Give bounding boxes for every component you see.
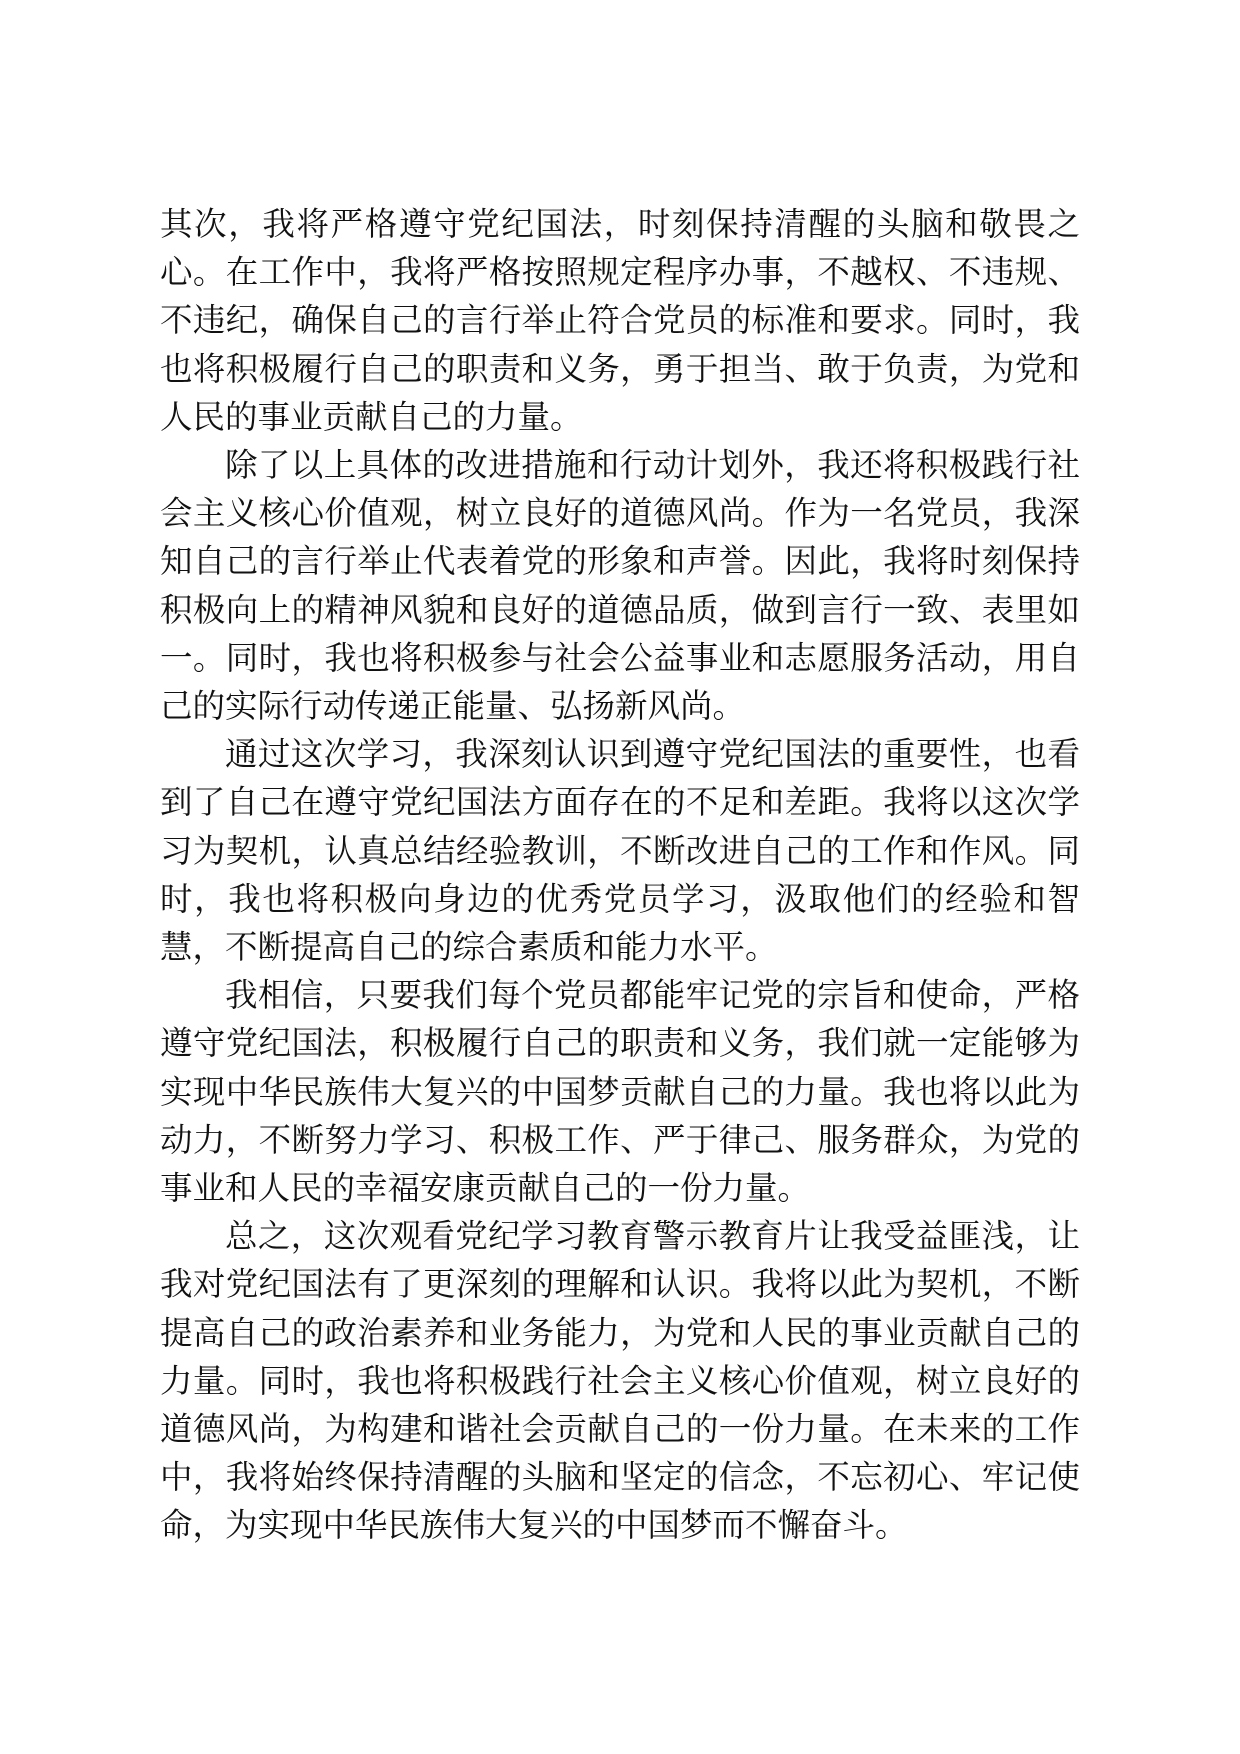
document-body (160, 200, 1080, 1550)
paragraph: 通过这次学习，我深刻认识到遵守党纪国法的重要性，也看到了自己在遵守党纪国法方面存在的不足和差距。我将以这次学习为契机，认真总结经验教训，不断改进自己的工作和作风。同时，我也将积极向身边的优秀党员学习，汲取他们的经验和智慧，不断提高自己的综合素质和能力水平。 (160, 735, 1080, 967)
paragraph: 我相信，只要我们每个党员都能牢记党的宗旨和使命，严格遵守党纪国法，积极履行自己的职责和义务，我们就一定能够为实现中华民族伟大复兴的中国梦贡献自己的力量。我也将以此为动力，不断努力学习、积极工作、严于律己、服务群众，为党的事业和人民的幸福安康贡献自己的一份力量。 (160, 976, 1080, 1208)
paragraph-continuation: 其次，我将严格遵守党纪国法，时刻保持清醒的头脑和敬畏之心。在工作中，我将严格按照规定程序办事，不越权、不违规、不违纪，确保自己的言行举止符合党员的标准和要求。同时，我也将积极履行自己的职责和义务，勇于担当、敢于负责，为党和人民的事业贡献自己的力量。 (160, 205, 1080, 436)
paragraph: 总之，这次观看党纪学习教育警示教育片让我受益匪浅，让我对党纪国法有了更深刻的理解和认识。我将以此为契机，不断提高自己的政治素养和业务能力，为党和人民的事业贡献自己的力量。同时，我也将积极践行社会主义核心价值观，树立良好的道德风尚，为构建和谐社会贡献自己的一份力量。在未来的工作中，我将始终保持清醒的头脑和坚定的信念，不忘初心、牢记使命，为实现中华民族伟大复兴的中国梦而不懈奋斗。 (160, 1217, 1080, 1545)
paragraph: 除了以上具体的改进措施和行动计划外，我还将积极践行社会主义核心价值观，树立良好的道德风尚。作为一名党员，我深知自己的言行举止代表着党的形象和声誉。因此，我将时刻保持积极向上的精神风貌和良好的道德品质，做到言行一致、表里如一。同时，我也将积极参与社会公益事业和志愿服务活动，用自己的实际行动传递正能量、弘扬新风尚。 (160, 446, 1080, 726)
